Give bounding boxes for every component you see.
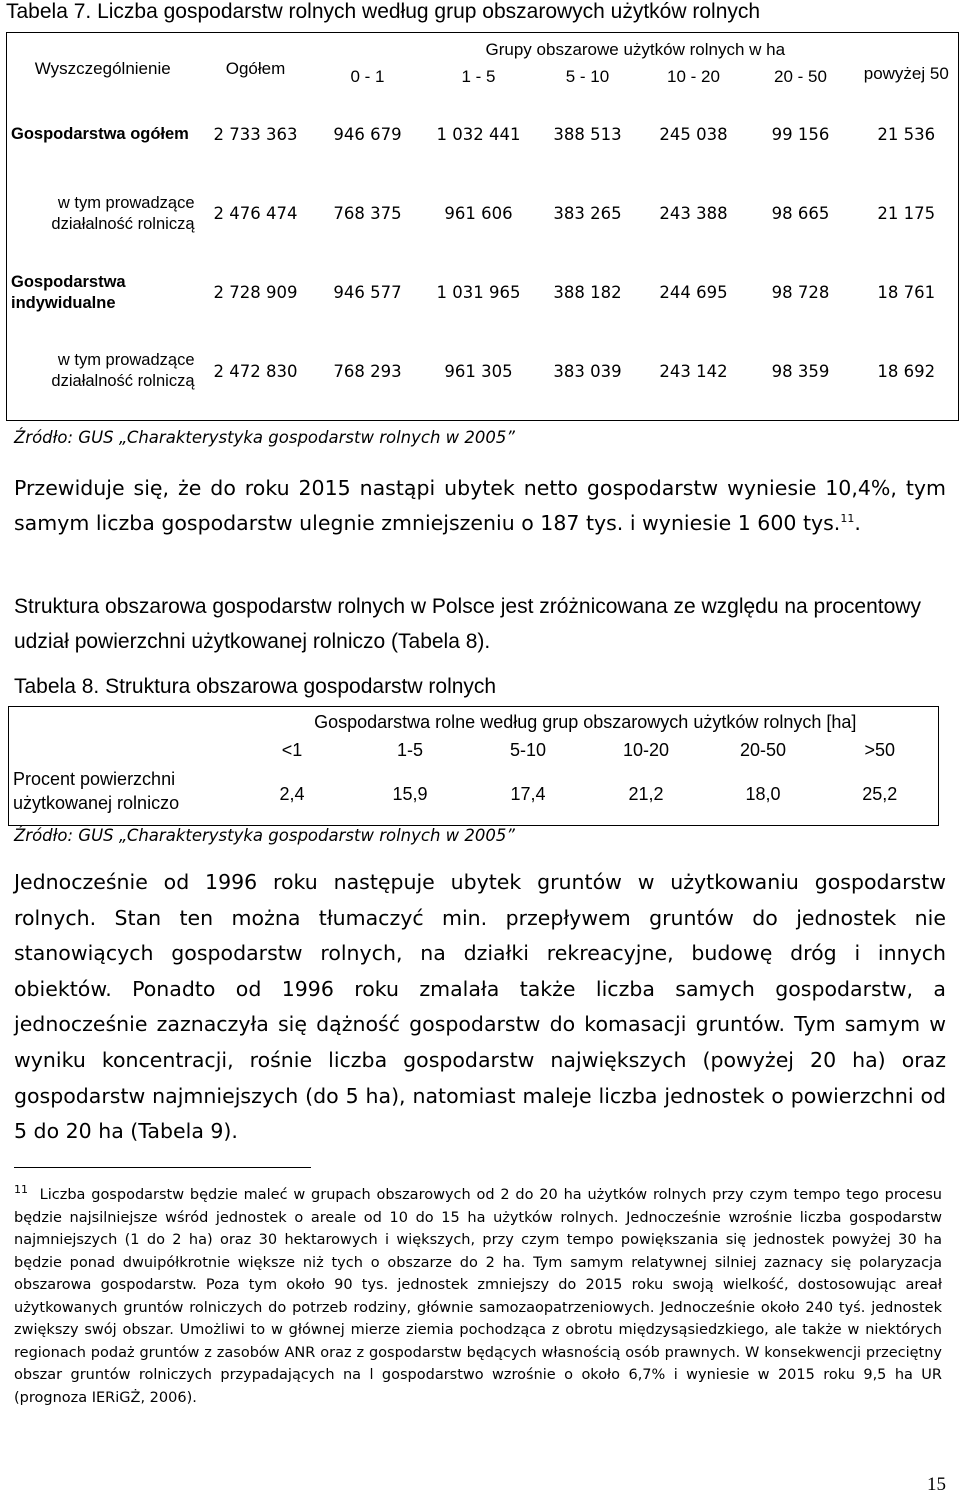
t7-cell: 2 472 830 [199, 323, 313, 421]
t7-cell: 961 606 [444, 204, 513, 223]
footnote-number: 11 [14, 1183, 28, 1197]
t8-cell: 15,9 [352, 764, 469, 826]
paragraph-text: Przewiduje się, że do roku 2015 nastąpi ubytek netto gospodarstw wyniesie 10,4%, tym samym liczba gospodarstw ulegnie zmniejszeniu o 187 tys. i wyniesie 1 600 tys. [14, 476, 946, 535]
table8-caption: Tabela 8. Struktura obszarowa gospodarstw rolnych [14, 675, 497, 698]
t7-row-label: w tym prowadzące działalność rolniczą [7, 323, 199, 421]
t8-cell: 18,0 [705, 764, 822, 826]
t7-cell: 2 728 909 [213, 283, 298, 302]
t7-cell: 383 039 [535, 323, 641, 421]
t7-header-groups: Grupy obszarowe użytków rolnych w ha [313, 33, 959, 63]
t7-cell: 98 665 [771, 204, 830, 223]
t8-group: 20-50 [739, 740, 787, 760]
t8-cell: 17,4 [469, 764, 588, 826]
t7-cell: 1 031 965 [436, 283, 521, 302]
t7-cell: 388 182 [553, 283, 622, 302]
footnote-text: Liczba gospodarstw będzie maleć w grupach obszarowych od 2 do 20 ha użytków rolnych przy czym tempo tego procesu będzie najsilniejsze wśród jednostek o areale od 10 do 15 ha użytków rolnych. Jednocześnie wzrośnie liczba gospodarstw najmniejszych (1 do 2 ha) oraz 30 hektarowych i większych, przy czym tempo powiększania się jednostek powyżej 30 ha będzie ponad dwuipółkrotnie większe niż tych o obszarze do 2 ha. Tym samym relatywnej silniej zaznacy się polaryzacja obszarowa gospodarstw. Poza tym około 90 tys. jednostek zmniejszy do 2015 roku swoją wielkość, dostosowując areał użytkowanych gruntów rolniczych do potrzeb rodziny, głównie samozaopatrzeniowych. Jednocześnie około 240 tyś. jednostek zwiększy swój obszar. Umożliwi to w głównej mierze ziemia pochodząca z obrotu międzysąsiedzkiego, ale także w niektórych regionach podaż gruntów z zasobów ANR oraz z gospodarstw będących własnością osób prawnych. W konsekwencji przeciętny obszar gruntów rolniczych przypadających na l gospodarstwo wzrośnie o około 6,7% i wyniesie w 2015 roku 9,5 ha UR (prognoza IERiGŻ, 2006). [14, 1187, 943, 1406]
t7-group: 10 - 20 [667, 66, 720, 86]
t7-cell: 388 513 [553, 125, 622, 144]
t7-cell: 1 032 441 [436, 125, 521, 144]
t7-group: powyżej 50 [855, 63, 959, 105]
footnote [14, 1184, 942, 1409]
paragraph-land-loss: Jednocześnie od 1996 roku następuje ubytek gruntów w użytkowaniu gospodarstw rolnych. Stan ten można tłumaczyć min. przepływem gruntów do jednostek nie stanowiących gospodarstw rolnych, na działki rekreacyjne, budowę dróg i innych obiektów. Ponadto od 1996 roku zmalała także liczba samych gospodarstw, a jednocześnie zaznaczyła się dążność gospodarstw do komasacji gruntów. Tym samym w wyniku koncentracji, rośnie liczba gospodarstw największych (powyżej 20 ha) oraz gospodarstw najmniejszych (do 5 ha), natomiast maleje liczba jednostek o powierzchni od 5 do 20 ha (Tabela 9). [14, 870, 946, 1144]
t8-header-groups: Gospodarstwa rolne według grup obszarowych użytków rolnych [ha] [233, 707, 939, 738]
t7-cell: 2 476 474 [213, 204, 298, 223]
t7-cell: 18 692 [855, 323, 959, 421]
t7-cell: 243 142 [641, 323, 747, 421]
t7-cell: 98 728 [771, 283, 830, 302]
t7-header-total: Ogółem [199, 33, 313, 105]
t7-group: 5 - 10 [565, 66, 610, 86]
t7-cell: 245 038 [659, 125, 728, 144]
table-row [7, 263, 959, 323]
t7-cell: 961 305 [423, 323, 535, 421]
table8-source: Źródło: GUS „Charakterystyka gospodarstw rolnych w 2005” [14, 826, 515, 845]
t7-group: 0 - 1 [350, 66, 385, 86]
t7-cell: 946 577 [333, 283, 402, 302]
t7-cell: 21 536 [855, 105, 959, 165]
table7 [6, 32, 959, 421]
t7-cell: 18 761 [855, 263, 959, 323]
page-number: 15 [927, 1474, 946, 1495]
t8-cell: 2,4 [233, 764, 352, 826]
t7-cell: 768 375 [333, 204, 402, 223]
t8-group: 10-20 [622, 740, 670, 760]
t7-cell: 383 265 [553, 204, 622, 223]
paragraph-forecast: Przewiduje się, że do roku 2015 nastąpi ubytek netto gospodarstw wyniesie 10,4%, tym samym liczba gospodarstw ulegnie zmniejszeniu o 187 tys. i wyniesie 1 600 tys.$^{11}$. [14, 476, 946, 535]
footnote-separator [14, 1167, 311, 1168]
t7-cell: 946 679 [333, 125, 402, 144]
t8-row-label: Procent powierzchni użytkowanej rolniczo [9, 707, 233, 826]
footnote-ref: 11 [840, 512, 855, 526]
t7-row-label: w tym prowadzące działalność rolniczą [7, 165, 199, 263]
table7-source: Źródło: GUS „Charakterystyka gospodarstw rolnych w 2005” [14, 428, 515, 447]
t8-group: >50 [822, 738, 939, 764]
t8-group: 5-10 [509, 740, 547, 760]
t7-cell: 244 695 [659, 283, 728, 302]
table7-caption: Tabela 7. Liczba gospodarstw rolnych według grup obszarowych użytków rolnych [6, 0, 761, 23]
t7-row-label: Gospodarstwa ogółem [7, 105, 199, 165]
t7-cell: 21 175 [855, 165, 959, 263]
t8-cell: 25,2 [822, 764, 939, 826]
table-row [7, 323, 959, 421]
t8-group: 1-5 [396, 740, 423, 760]
table-row [7, 165, 959, 263]
t7-cell: 2 733 363 [213, 125, 298, 144]
t7-cell: 243 388 [659, 204, 728, 223]
t7-header-spec: Wyszczególnienie [7, 33, 199, 105]
t7-row-label: Gospodarstwa indywidualne [7, 263, 199, 323]
t7-cell: 768 293 [313, 323, 423, 421]
t8-group: <1 [281, 740, 303, 760]
paragraph-structure: Struktura obszarowa gospodarstw rolnych w Polsce jest zróżnicowana ze względu na procentowy udział powierzchni użytkowanej rolniczo (Tabela 8). [14, 595, 921, 653]
table-row [7, 105, 959, 165]
t7-group: 1 - 5 [461, 66, 496, 86]
t7-cell: 99 156 [771, 125, 830, 144]
t7-cell: 98 359 [747, 323, 855, 421]
t8-cell: 21,2 [588, 764, 705, 826]
table8 [8, 706, 939, 826]
t7-group: 20 - 50 [774, 66, 827, 86]
